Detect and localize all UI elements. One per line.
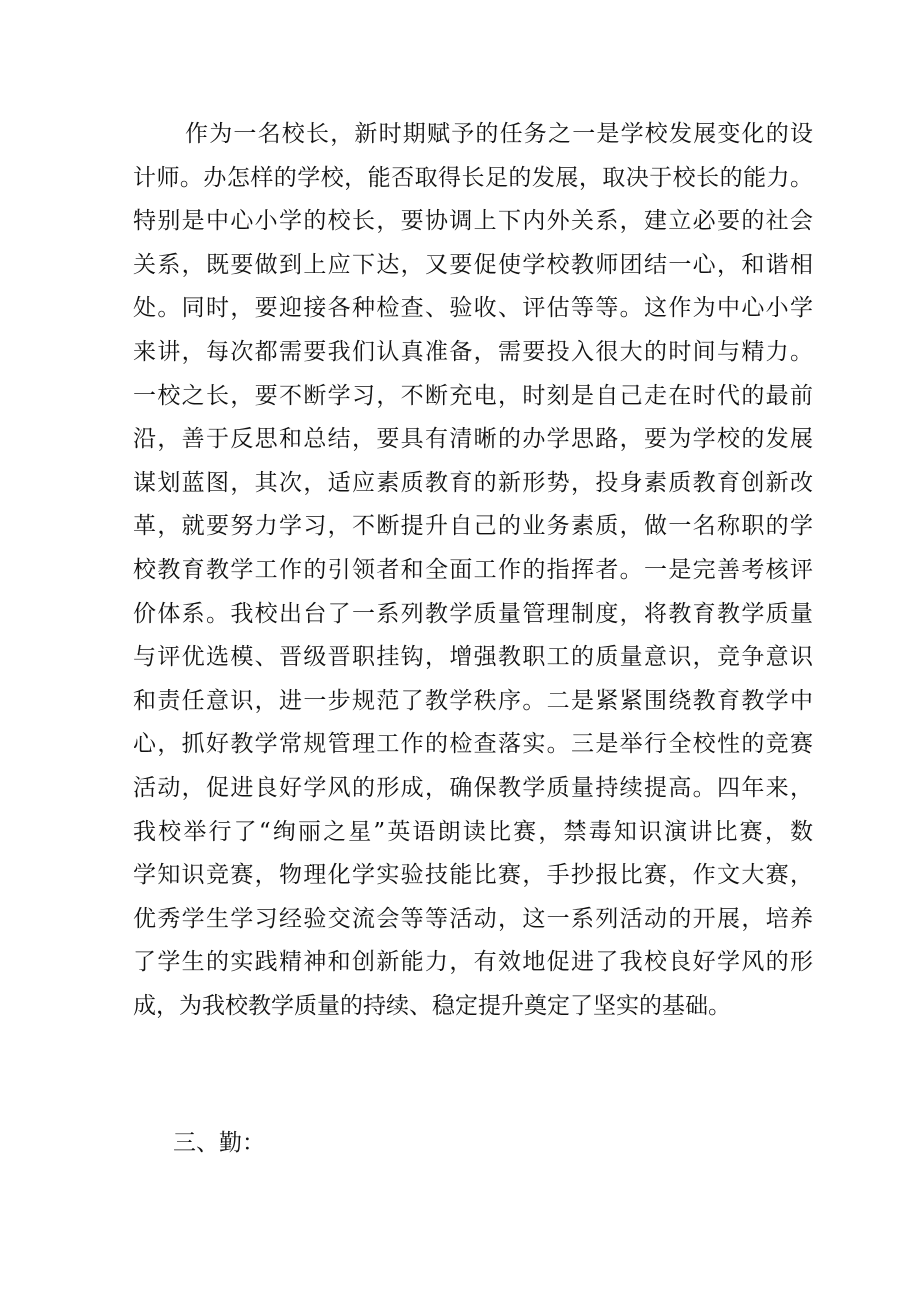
paragraph-line-13: 与评优选模、晋级晋职挂钩，增强教职工的质量意识，竞争意识 [133,644,813,671]
paragraph-line-3: 特别是中心小学的校长，要协调上下内外关系，建立必要的社会 [133,208,813,235]
paragraph-line-2: 计师。办怎样的学校，能否取得长足的发展，取决于校长的能力。 [133,164,813,191]
paragraph-line-8: 沿，善于反思和总结，要具有清晰的办学思路，要为学校的发展 [133,426,813,453]
paragraph-line-16: 活动，促进良好学风的形成，确保教学质量持续提高。四年来， [133,774,813,801]
section-heading: 三、勤： [173,1130,265,1156]
paragraph-line-17: 我校举行了“绚丽之星”英语朗读比赛，禁毒知识演讲比赛，数 [133,818,813,845]
paragraph-line-20: 了学生的实践精神和创新能力，有效地促进了我校良好学风的形 [133,949,813,976]
paragraph-line-1: 作为一名校长，新时期赋予的任务之一是学校发展变化的设 [185,121,813,147]
paragraph-line-10: 革，就要努力学习，不断提升自己的业务素质，做一名称职的学 [133,513,813,540]
paragraph-line-6: 来讲，每次都需要我们认真准备，需要投入很大的时间与精力。 [133,338,813,365]
paragraph-line-19: 优秀学生学习经验交流会等等活动，这一系列活动的开展，培养 [133,905,813,932]
body-paragraph [133,113,813,1028]
paragraph-line-21: 成，为我校教学质量的持续、稳定提升奠定了坚实的基础。 [133,992,731,1019]
paragraph-line-15: 心，抓好教学常规管理工作的检查落实。三是举行全校性的竞赛 [133,731,813,758]
paragraph-line-5: 处。同时，要迎接各种检查、验收、评估等等。这作为中心小学 [133,295,813,322]
paragraph-line-9: 谋划蓝图，其次，适应素质教育的新形势，投身素质教育创新改 [133,469,813,496]
paragraph-line-18: 学知识竞赛，物理化学实验技能比赛，手抄报比赛，作文大赛， [133,862,813,889]
paragraph-line-11: 校教育教学工作的引领者和全面工作的指挥者。一是完善考核评 [133,556,813,583]
paragraph-line-4: 关系，既要做到上应下达，又要促使学校教师团结一心，和谐相 [133,251,813,278]
paragraph-line-14: 和责任意识，进一步规范了教学秩序。二是紧紧围绕教育教学中 [133,687,813,714]
paragraph-line-12: 价体系。我校出台了一系列教学质量管理制度，将教育教学质量 [133,600,813,627]
paragraph-line-7: 一校之长，要不断学习，不断充电，时刻是自己走在时代的最前 [133,382,813,409]
